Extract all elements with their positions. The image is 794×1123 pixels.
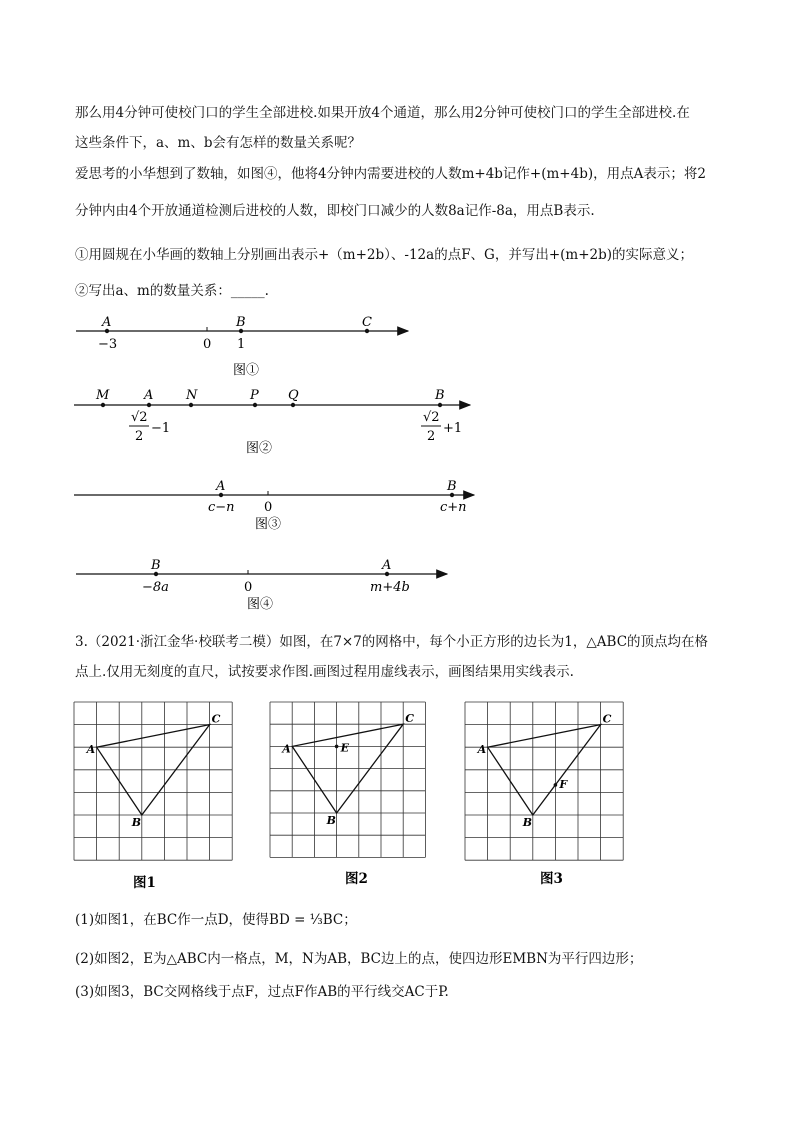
fig4-tick-a: m+4b bbox=[370, 580, 410, 595]
fig2-label-b: B bbox=[435, 388, 445, 403]
grid-fig3 bbox=[465, 702, 623, 860]
fig2-label-m: M bbox=[96, 388, 110, 403]
fig2-label-a: A bbox=[144, 388, 154, 403]
vertex-a-label: A bbox=[477, 743, 487, 757]
vertex-b-label: B bbox=[131, 816, 142, 829]
fig2-den-right: 2 bbox=[427, 429, 436, 444]
fig1-label-b: B bbox=[236, 315, 246, 330]
problem-3-line-2: 点上.仅用无刻度的直尺，试按要求作图.画图过程用虚线表示，画图结果用实线表示. bbox=[75, 664, 574, 680]
vertex-c-label: C bbox=[211, 712, 221, 726]
fig3-tick-0: 0 bbox=[264, 500, 273, 515]
fig2-label-p: P bbox=[250, 388, 259, 403]
fig4-label-b: B bbox=[151, 558, 161, 573]
problem-3-line-1: 3.（2021·浙江金华·校联考二模）如图，在7×7的网格中，每个小正方形的边长为1，△ABC的顶点均在格 bbox=[75, 634, 709, 650]
fig2-label-q: Q bbox=[288, 388, 299, 403]
fig1-tick-0: 0 bbox=[203, 337, 212, 352]
fig4-label-a: A bbox=[382, 558, 392, 573]
point-e bbox=[335, 745, 339, 749]
vertex-a-label: A bbox=[86, 743, 96, 757]
fig1-label-c: C bbox=[362, 315, 372, 330]
paragraph-line-2: 这些条件下，a、m、b会有怎样的数量关系呢？ bbox=[75, 135, 361, 151]
fig2-sqrt2-right: √2 bbox=[423, 410, 440, 425]
grid-fig1 bbox=[74, 702, 232, 860]
sub-question-3: (3)如图3，BC交网格线于点F，过点F作AB的平行线交AC于P. bbox=[75, 984, 449, 1000]
fig2-plus1: +1 bbox=[443, 421, 463, 436]
grid1-caption: 图1 bbox=[133, 875, 156, 891]
fig3-label-a: A bbox=[216, 479, 226, 494]
paragraph-line-4: 分钟内由4个开放通道检测后进校的人数，即校门口减少的人数8a记作-8a，用点B表示. bbox=[75, 203, 595, 219]
fig4-tick-0: 0 bbox=[244, 580, 253, 595]
fig2-label-n: N bbox=[186, 388, 198, 403]
paragraph-line-1: 那么用4分钟可使校门口的学生全部进校.如果开放4个通道，那么用2分钟可使校门口的学生全部进校.在 bbox=[75, 105, 690, 121]
vertex-b-label: B bbox=[326, 814, 336, 827]
paragraph-line-3: 爱思考的小华想到了数轴，如图④，他将4分钟内需要进校的人数m+4b记作+(m+4b)，用点A表示；将2 bbox=[75, 166, 706, 182]
fig3-label-b: B bbox=[447, 479, 457, 494]
question-1: ①用圆规在小华画的数轴上分别画出表示+（m+2b）、-12a的点F、G，并写出+(m+2b)的实际意义； bbox=[75, 247, 694, 263]
fig2-den-left: 2 bbox=[135, 429, 144, 444]
fig3-caption: 图③ bbox=[255, 517, 282, 532]
fig2-sqrt2-left: √2 bbox=[131, 410, 148, 425]
fig1-label-a: A bbox=[102, 315, 112, 330]
fig1-tick-minus3: −3 bbox=[98, 337, 118, 352]
vertex-c-label: C bbox=[602, 712, 612, 726]
fig2-caption: 图② bbox=[246, 441, 273, 456]
point-e-label: E bbox=[340, 741, 349, 755]
fig3-tick-a: c−n bbox=[208, 500, 235, 515]
point-f-label: F bbox=[559, 777, 568, 791]
fig3-tick-b: c+n bbox=[440, 500, 467, 515]
grid3-caption: 图3 bbox=[540, 871, 563, 887]
fig2-minus1: −1 bbox=[151, 421, 171, 436]
vertex-b-label: B bbox=[522, 816, 533, 829]
grid-fig2 bbox=[270, 702, 425, 857]
question-2: ②写出a、m的数量关系：_____. bbox=[75, 283, 269, 299]
fig1-caption: 图① bbox=[233, 363, 260, 378]
fig4-tick-b: −8a bbox=[142, 580, 169, 595]
vertex-c-label: C bbox=[405, 712, 414, 726]
vertex-a-label: A bbox=[282, 742, 291, 756]
sub-question-2: (2)如图2，E为△ABC内一格点，M，N为AB，BC边上的点，使四边形EMBN为平行四边形； bbox=[75, 951, 643, 967]
grid2-caption: 图2 bbox=[345, 871, 368, 887]
fig1-tick-1: 1 bbox=[237, 337, 246, 352]
fig4-caption: 图④ bbox=[247, 597, 274, 612]
sub-question-1: (1)如图1，在BC作一点D，使得BD = ⅓BC； bbox=[75, 912, 357, 928]
point-f bbox=[554, 783, 558, 787]
